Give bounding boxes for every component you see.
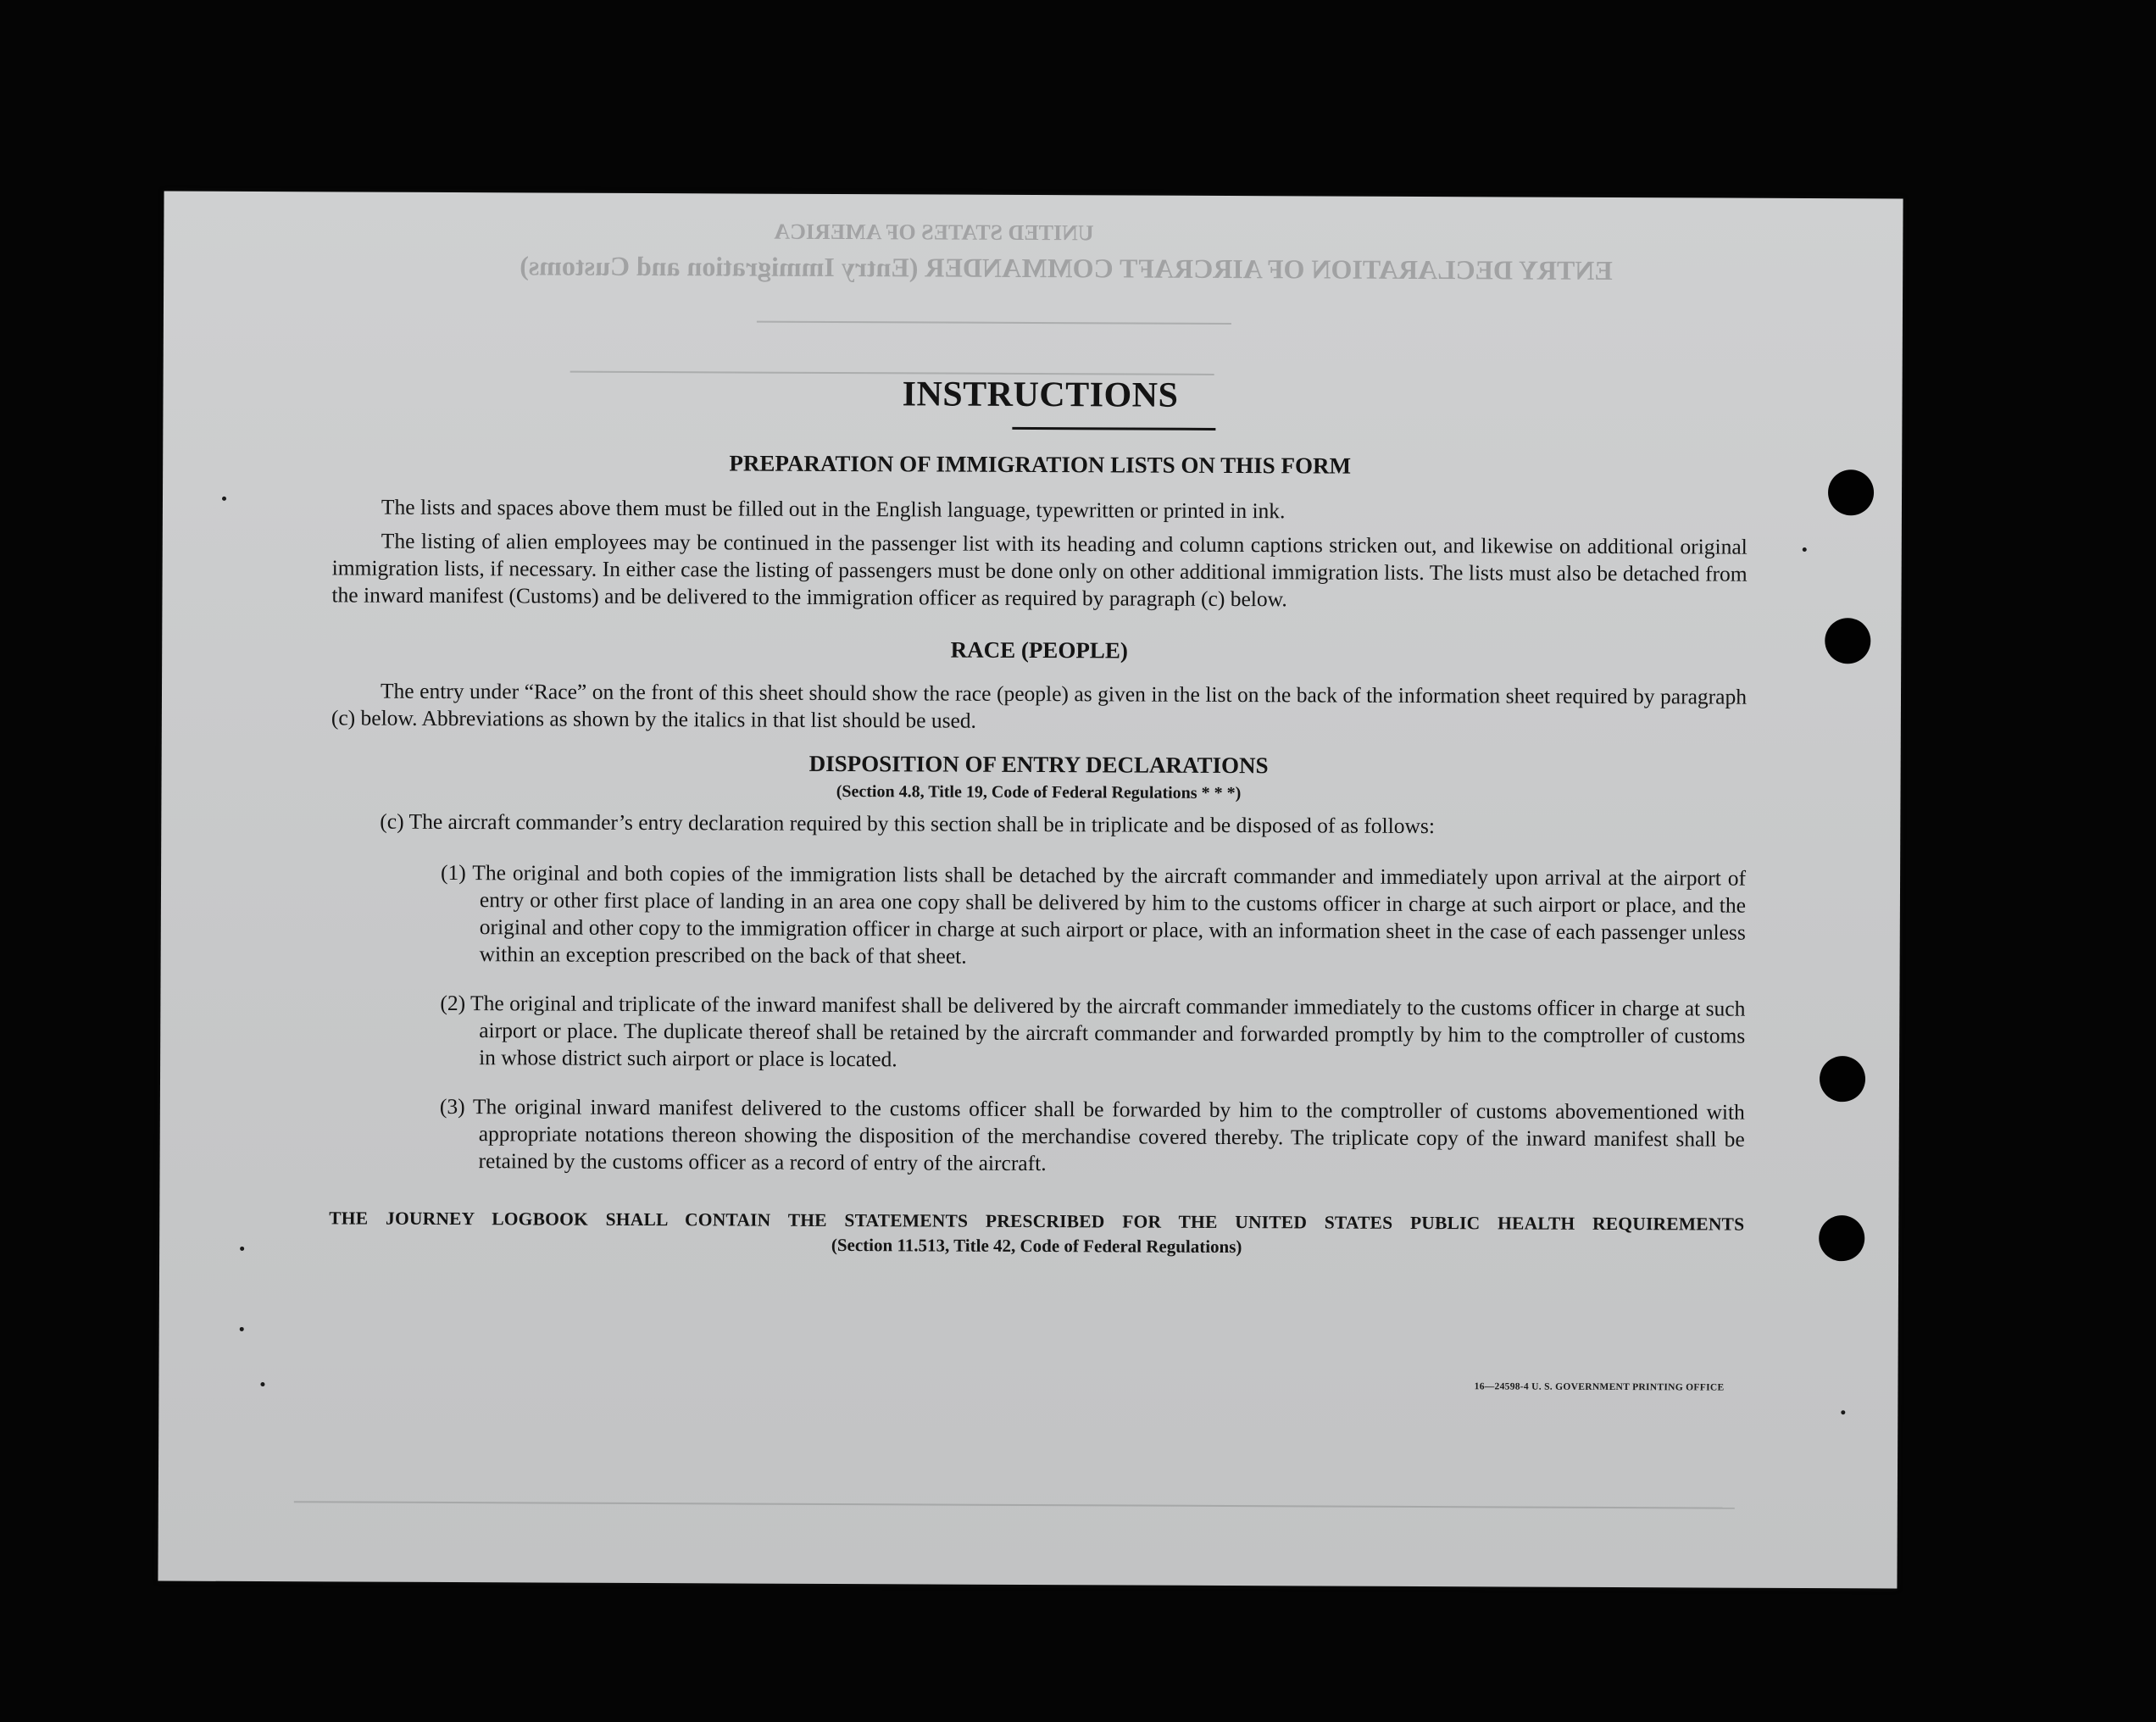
title-underline [1012,427,1215,430]
punch-hole [1819,1215,1864,1261]
punch-hole [1825,618,1870,664]
paragraph-disposition-intro: (c) The aircraft commander’s entry declaration required by this section shall be in triplicate and be disposed of as follows: [380,808,1436,839]
speck [222,497,226,501]
heading-disposition: DISPOSITION OF ENTRY DECLARATIONS [808,750,1269,779]
citation-disposition: (Section 4.8, Title 19, Code of Federal Regulations * * *) [836,781,1242,803]
instructions-content [329,371,1748,1259]
bleed-through-header: UNITED STATES OF AMERICA [774,219,1094,246]
punch-hole [1828,469,1874,515]
speck [240,1327,244,1331]
bleed-through-line [294,1501,1735,1508]
speck [1841,1410,1845,1414]
punch-hole [1820,1056,1865,1102]
list-item: (1) The original and both copies of the immigration lists shall be detached by the aircraft commander and immediately upon arrival at the airport of entry or other first place of landing in an area one copy shall be delivered by him to the customs officer in charge at such airport or place, and the original and other copy to the immigration officer in charge at such airport or place, with an information sheet in the case of each passenger unless within an exception prescribed on the back of that sheet. [441,859,1747,969]
document-sheet [158,192,1903,1589]
speck [1803,547,1807,552]
speck [240,1247,244,1251]
paragraph-preparation-1: The lists and spaces above them must be filled out in the English language, typewritten or printed in ink. [381,494,1286,524]
bleed-through-line [757,321,1231,325]
page-title: INSTRUCTIONS [902,375,1179,415]
bleed-through-title: ENTRY DECLARATION OF AIRCRAFT COMMANDER (Entry Immigration and Customs) [520,250,1613,286]
heading-race: RACE (PEOPLE) [950,636,1128,664]
closing-citation: (Section 11.513, Title 42, Code of Federal Regulations) [831,1234,1242,1258]
speck [260,1382,264,1386]
closing-statement: THE JOURNEY LOGBOOK SHALL CONTAIN THE STATEMENTS PRESCRIBED FOR THE UNITED STATES PUBLIC HEALTH REQUIREMENTS [329,1208,1745,1235]
printer-mark: 16—24598-4 U. S. GOVERNMENT PRINTING OFFICE [1474,1381,1725,1393]
list-item: (3) The original inward manifest delivered to the customs officer shall be forwarded by him to the comptroller of customs abovementioned with appropriate notations thereon showing the disposition of the merchandise covered thereby. The triplicate copy of the inward manifest shall be retained by the customs officer as a record of entry of the aircraft. [439,1093,1745,1176]
paragraph-race: The entry under “Race” on the front of this sheet should show the race (people) as given in the list on the back of the information sheet required by paragraph (c) below. Abbreviations as shown by the italics in that list should be used. [331,678,1748,733]
heading-preparation: PREPARATION OF IMMIGRATION LISTS ON THIS FORM [729,450,1352,479]
paragraph-preparation-2: The listing of alien employees may be continued in the passenger list with its heading and column captions stricken out, and likewise on additional original immigration lists, if necessary. In either case the listing of passengers must be done only on other additional immigration lists. The lists must also be detached from the inward manifest (Customs) and be delivered to the immigration officer as required by paragraph (c) below. [331,528,1748,612]
list-item: (2) The original and triplicate of the inward manifest shall be delivered by the aircraft commander immediately to the customs officer in charge at such airport or place. The duplicate thereof shall be retained by the aircraft commander and forwarded promptly by him to the comptroller of customs in whose district such airport or place is located. [440,990,1746,1072]
